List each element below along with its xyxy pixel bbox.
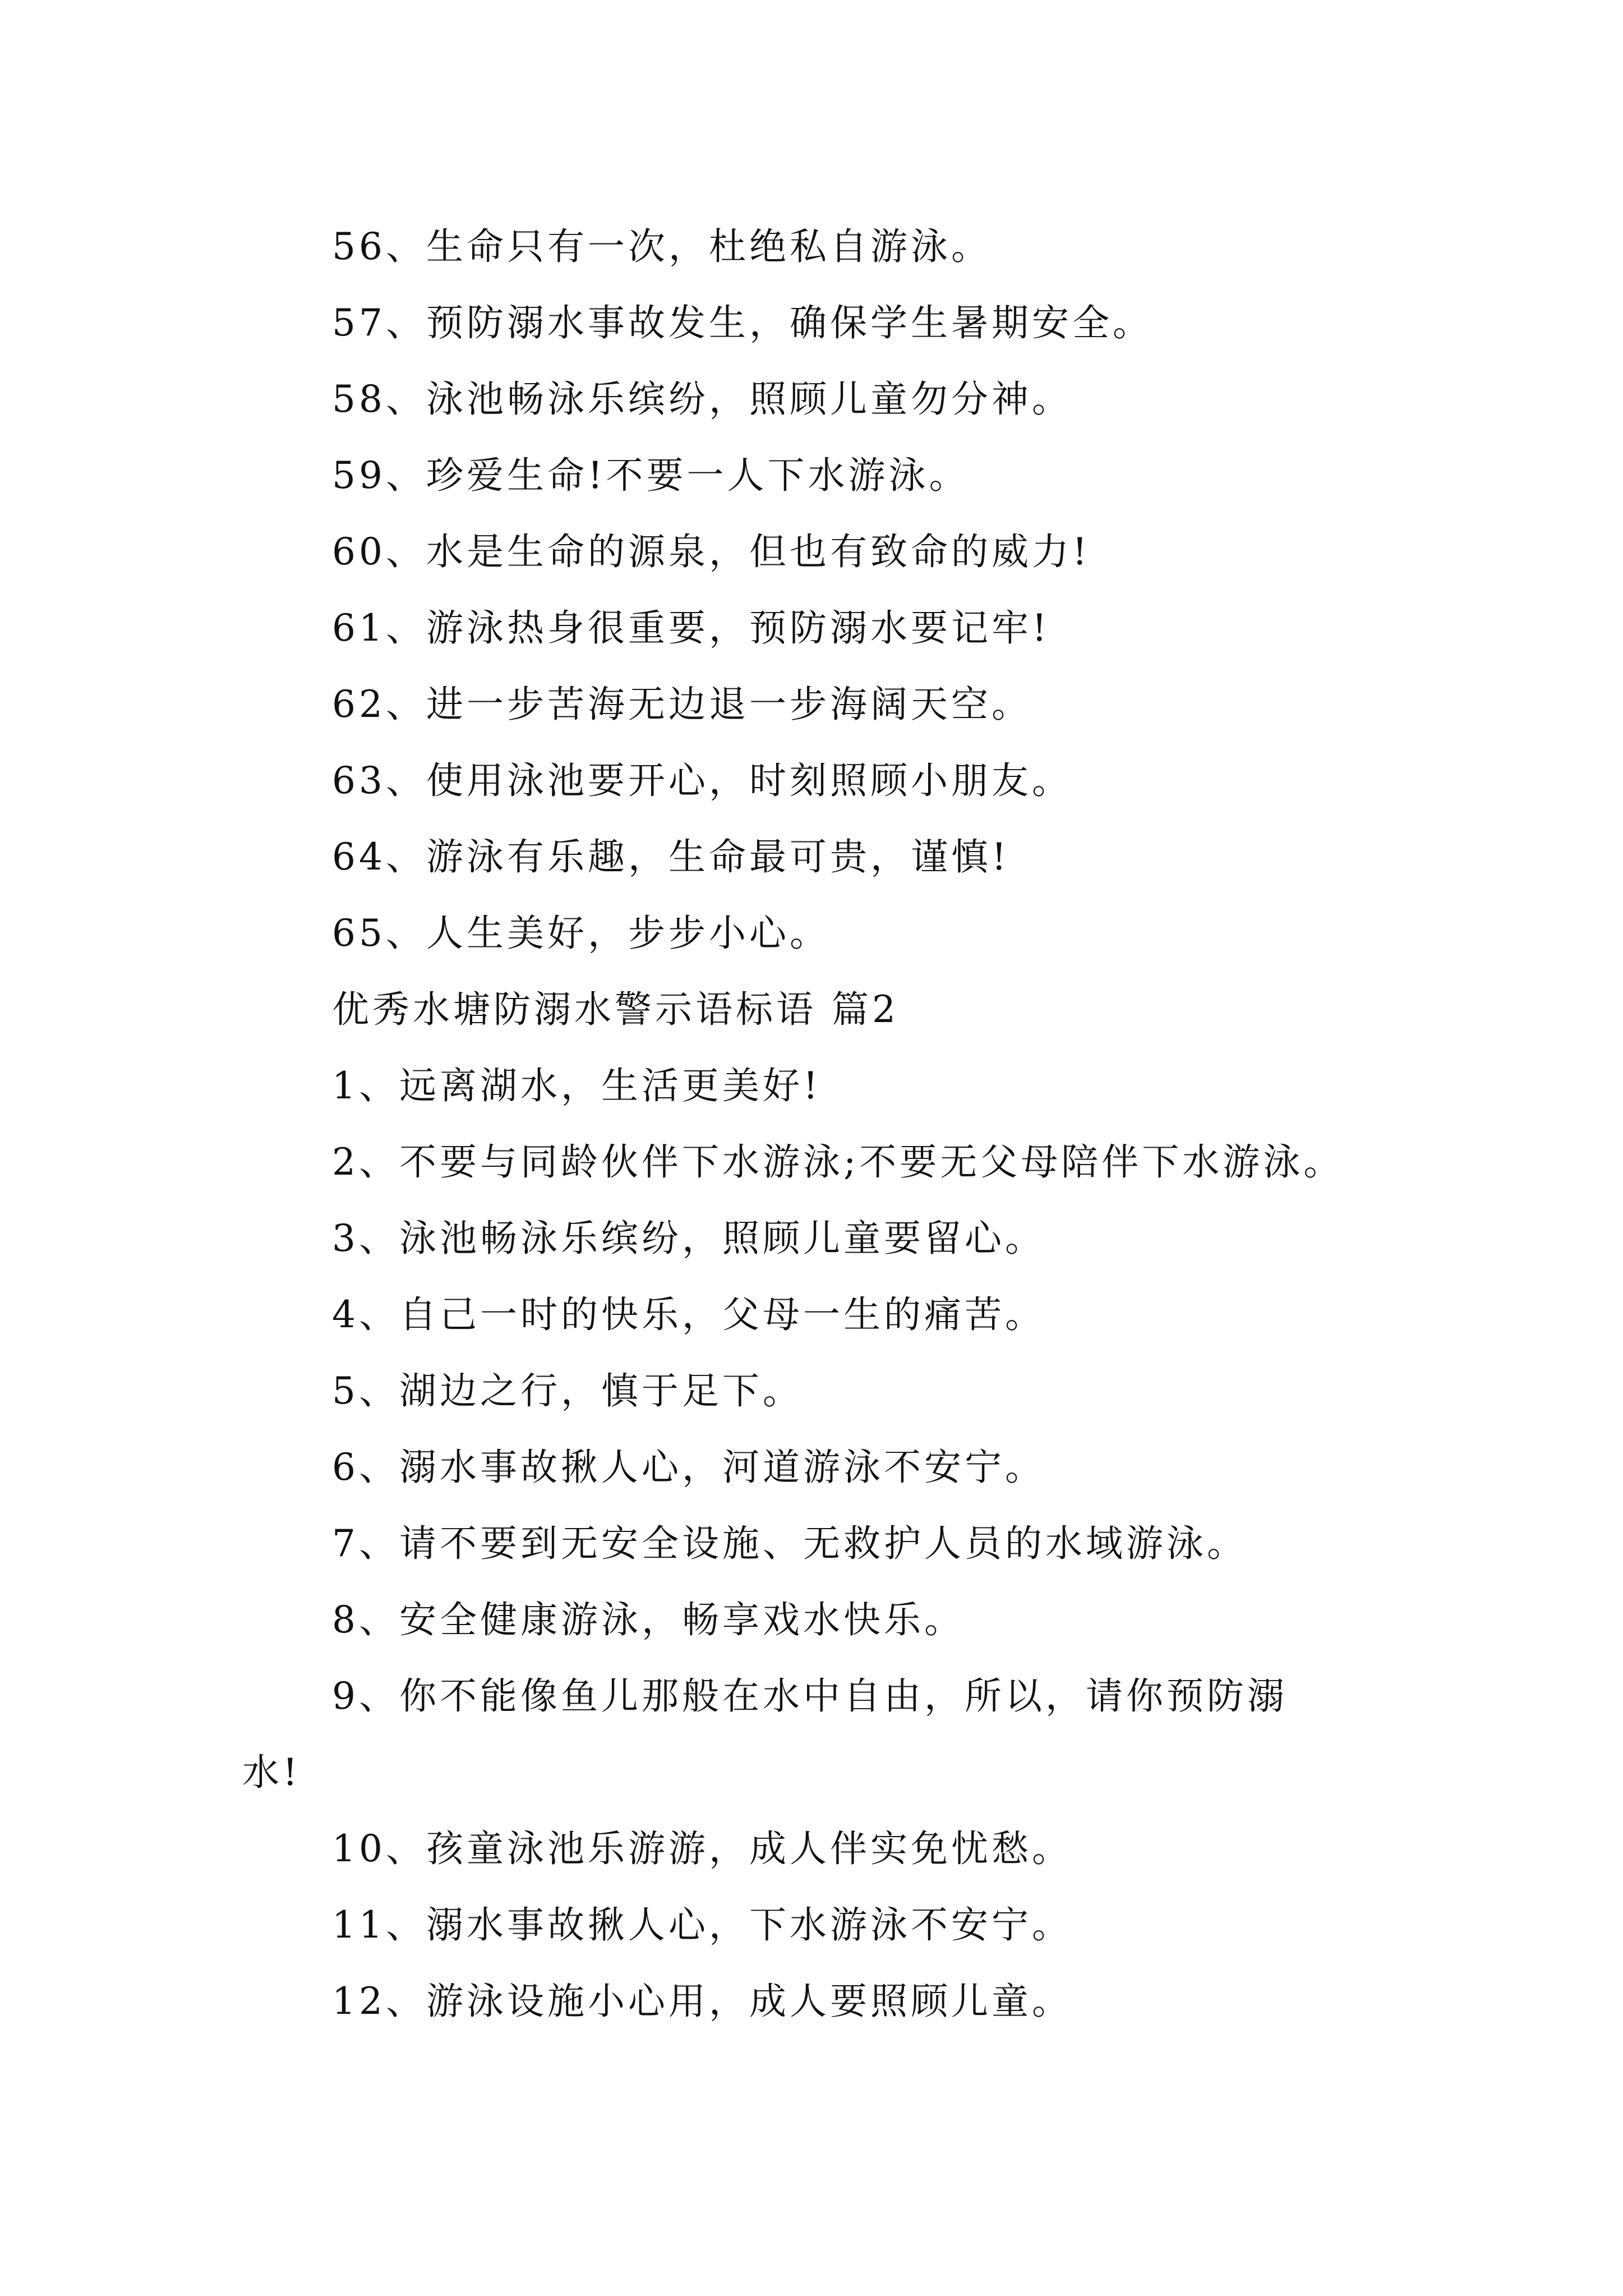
slogan-line-12: 12、游泳设施小心用，成人要照顾儿童。 xyxy=(332,1980,1072,2023)
slogan-line-64: 64、游泳有乐趣，生命最可贵，谨慎! xyxy=(332,835,1010,878)
slogan-line-7: 7、请不要到无安全设施、无救护人员的水域游泳。 xyxy=(332,1522,1247,1565)
section-heading: 优秀水塘防溺水警示语标语 篇2 xyxy=(332,988,899,1031)
slogan-line-62: 62、进一步苦海无边退一步海阔天空。 xyxy=(332,683,1032,726)
slogan-line-5: 5、湖边之行，慎于足下。 xyxy=(332,1369,803,1412)
slogan-line-6: 6、溺水事故揪人心，河道游泳不安宁。 xyxy=(332,1446,1045,1489)
slogan-line-58: 58、泳池畅泳乐缤纷，照顾儿童勿分神。 xyxy=(332,378,1072,421)
slogan-line-63: 63、使用泳池要开心，时刻照顾小朋友。 xyxy=(332,759,1072,802)
slogan-line-1: 1、远离湖水，生活更美好! xyxy=(332,1064,822,1107)
slogan-line-9: 9、你不能像鱼儿那般在水中自由，所以，请你预防溺 xyxy=(332,1674,1288,1718)
slogan-line-56: 56、生命只有一次，杜绝私自游泳。 xyxy=(332,225,992,268)
slogan-line-61: 61、游泳热身很重要，预防溺水要记牢! xyxy=(332,606,1050,650)
slogan-line-3: 3、泳池畅泳乐缤纷，照顾儿童要留心。 xyxy=(332,1217,1045,1260)
slogan-line-59: 59、珍爱生命!不要一人下水游泳。 xyxy=(332,454,970,497)
slogan-line-4: 4、自己一时的快乐，父母一生的痛苦。 xyxy=(332,1293,1045,1336)
slogan-line-10: 10、孩童泳池乐游游，成人伴实免忧愁。 xyxy=(332,1827,1072,1870)
slogan-line-65: 65、人生美好，步步小心。 xyxy=(332,912,830,955)
slogan-line-9-continued: 水! xyxy=(242,1751,301,1794)
slogan-line-2: 2、不要与同龄伙伴下水游泳;不要无父母陪伴下水游泳。 xyxy=(332,1140,1344,1184)
slogan-line-60: 60、水是生命的源泉，但也有致命的威力! xyxy=(332,530,1091,573)
slogan-line-57: 57、预防溺水事故发生，确保学生暑期安全。 xyxy=(332,301,1153,344)
slogan-line-8: 8、安全健康游泳，畅享戏水快乐。 xyxy=(332,1598,965,1641)
slogan-line-11: 11、溺水事故揪人心，下水游泳不安宁。 xyxy=(332,1903,1072,1947)
